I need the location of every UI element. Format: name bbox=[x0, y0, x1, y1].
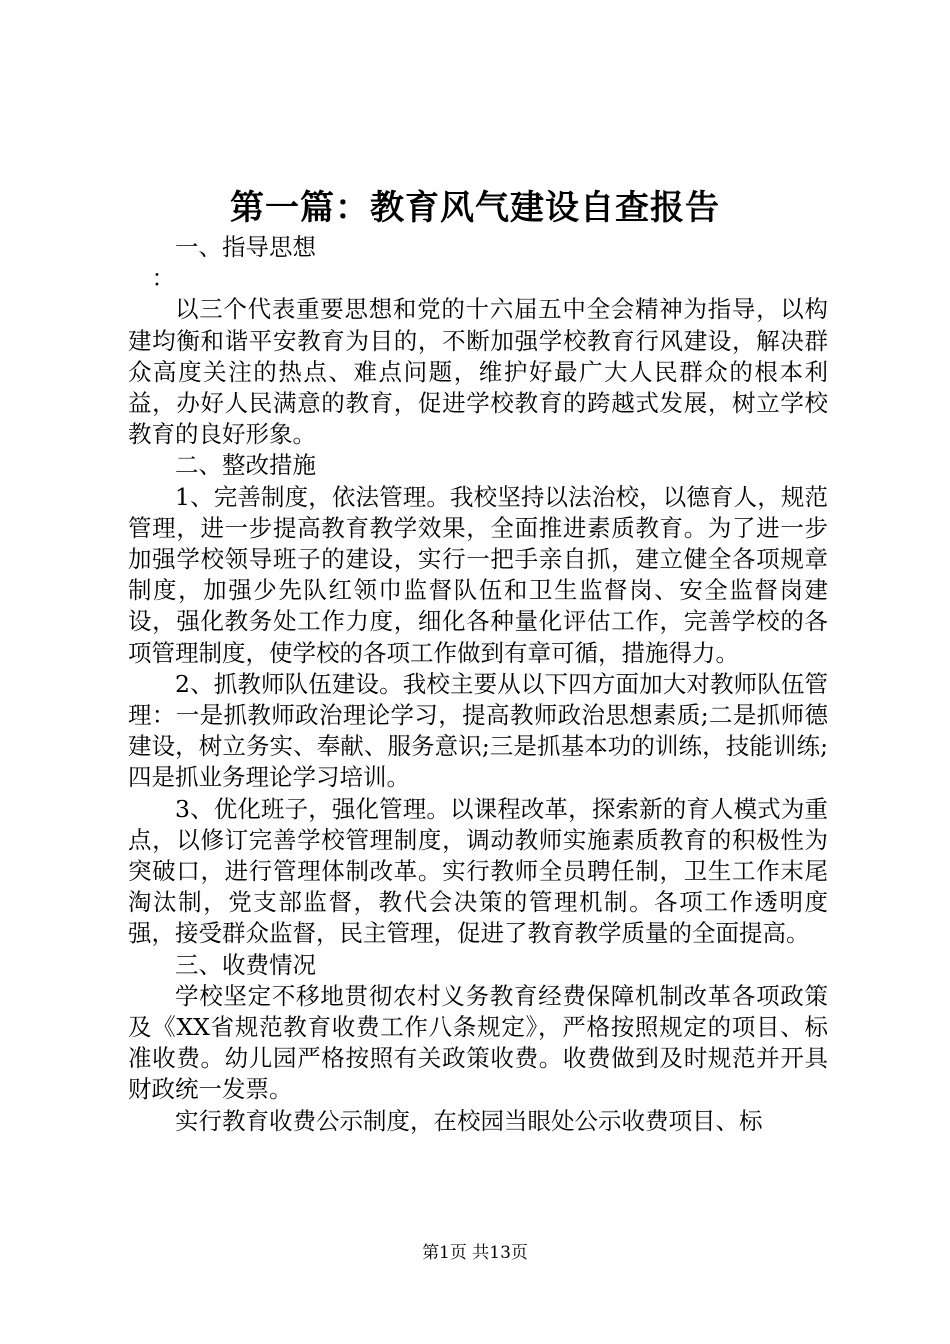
paragraph-guiding-ideology: 以三个代表重要思想和党的十六届五中全会精神为指导，以构建均衡和谐平安教育为目的，不断加强学校教育行风建设，解决群众高度关注的热点、难点问题，维护好最广大人民群众的根本利益，办好人民满意的教育，促进学校教育的跨越式发展，树立学校教育的良好形象。 bbox=[128, 295, 828, 449]
paragraph-fees-1: 学校坚定不移地贯彻农村义务教育经费保障机制改革各项政策及《XX省规范教育收费工作八条规定》，严格按照规定的项目、标准收费。幼儿园严格按照有关政策收费。收费做到及时规范并开具财政统一发票。 bbox=[128, 981, 828, 1104]
document-body bbox=[128, 232, 828, 1137]
paragraph-fees-2: 实行教育收费公示制度，在校园当眼处公示收费项目、标 bbox=[175, 1106, 763, 1135]
page-footer: 第1页 共13页 bbox=[422, 1243, 528, 1263]
section-heading-guiding-ideology: 一、指导思想 bbox=[175, 233, 316, 261]
section-heading-rectification: 二、整改措施 bbox=[175, 451, 316, 480]
paragraph-measure-3: 3、优化班子，强化管理。以课程改革，探索新的育人模式为重点，以修订完善学校管理制度，调动教师实施素质教育的积极性为突破口，进行管理体制改革。实行教师全员聘任制，卫生工作末尾淘汰制，党支部监督，教代会决策的管理机制。各项工作透明度强，接受群众监督，民主管理，促进了教育教学质量的全面提高。 bbox=[128, 794, 828, 948]
section-heading-fees: 三、收费情况 bbox=[175, 950, 316, 979]
document-title: 第一篇：教育风气建设自查报告 bbox=[230, 188, 720, 228]
paragraph-measure-1: 1、完善制度，依法管理。我校坚持以法治校，以德育人，规范管理，进一步提高教育教学效果，全面推进素质教育。为了进一步加强学校领导班子的建设，实行一把手亲自抓，建立健全各项规章制度，加强少先队红领巾监督队伍和卫生监督岗、安全监督岗建设，强化教务处工作力度，细化各种量化评估工作，完善学校的各项管理制度，使学校的各项工作做到有章可循，措施得力。 bbox=[128, 482, 828, 667]
stray-colon: ： bbox=[151, 264, 175, 293]
paragraph-measure-2: 2、抓教师队伍建设。我校主要从以下四方面加大对教师队伍管理：一是抓教师政治理论学习，提高教师政治思想素质;二是抓师德建设，树立务实、奉献、服务意识;三是抓基本功的训练，技能训练;四是抓业务理论学习培训。 bbox=[128, 669, 828, 792]
